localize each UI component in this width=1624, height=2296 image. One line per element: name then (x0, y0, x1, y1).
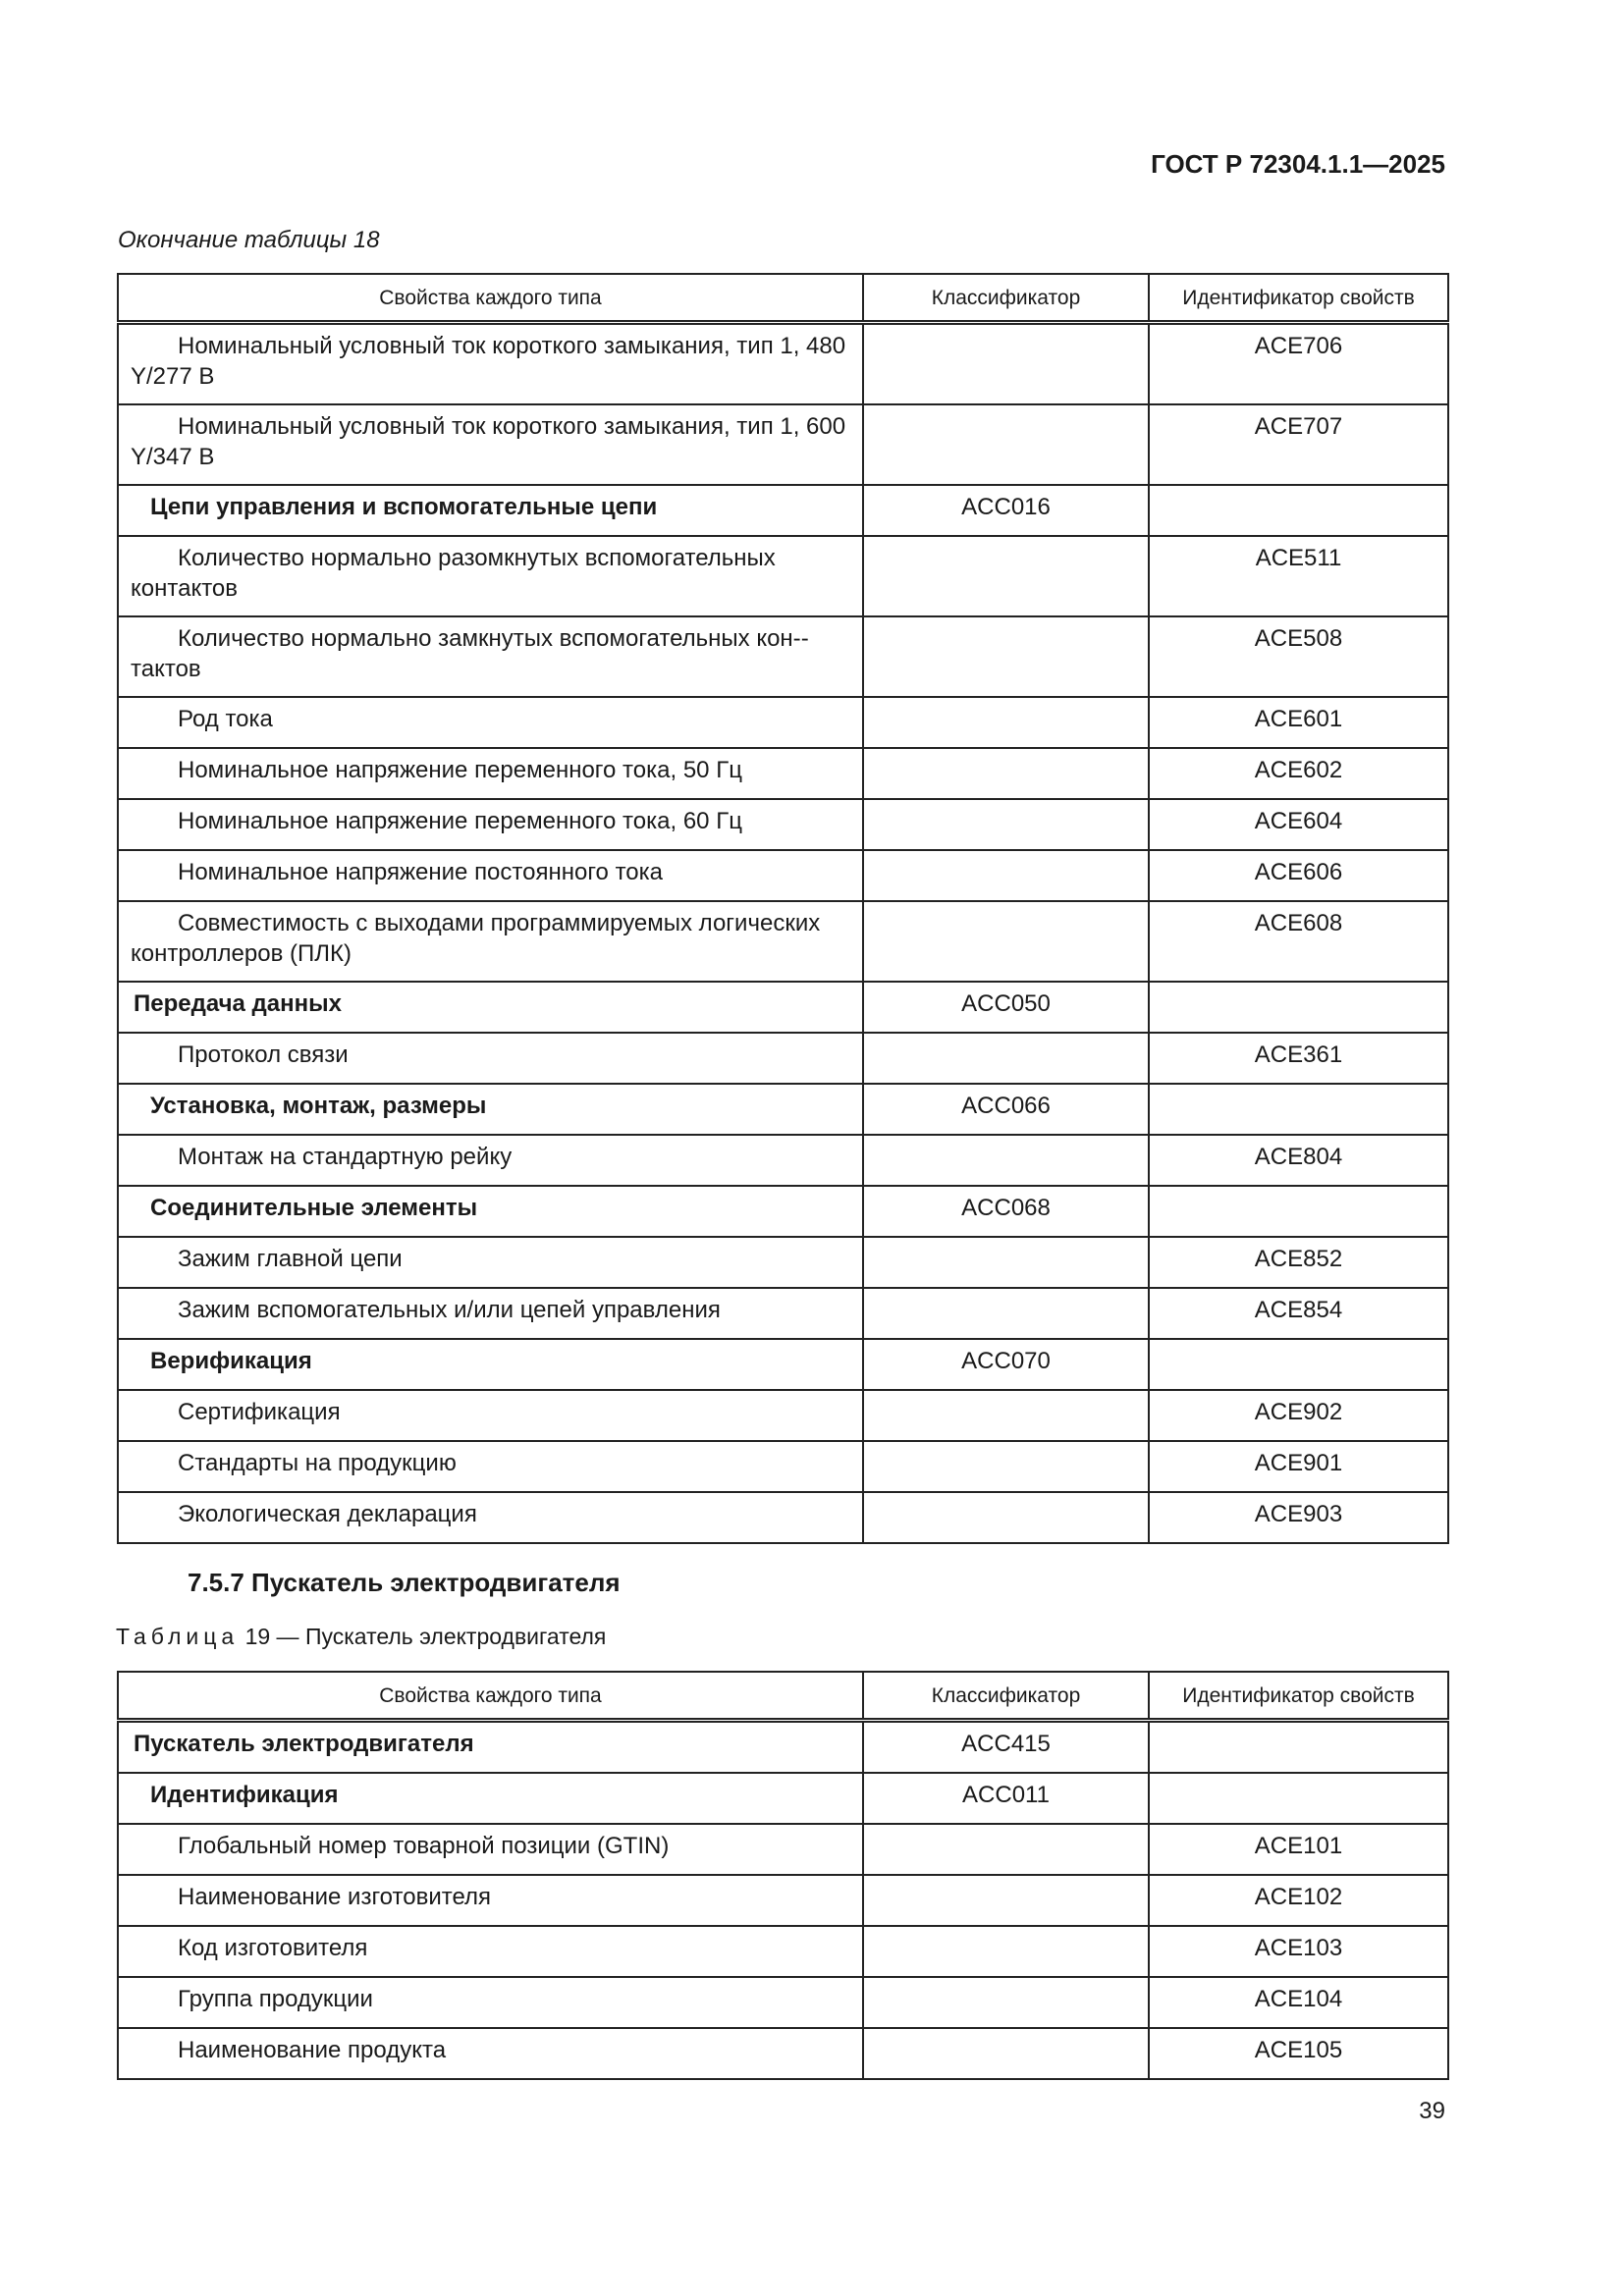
property-name-cell: Сертификация (118, 1390, 863, 1441)
table-row (118, 1237, 1448, 1288)
property-name-cell: Род тока (118, 697, 863, 748)
property-name-cell: Соединительные элементы (118, 1186, 863, 1237)
property-name-cell: Верификация (118, 1339, 863, 1390)
classifier-cell: ACC070 (863, 1339, 1149, 1390)
property-id-cell (1149, 1186, 1448, 1237)
column-header-properties: Свойства каждого типа (118, 1672, 863, 1721)
property-id-cell: ACE508 (1149, 616, 1448, 697)
table-row (118, 323, 1448, 405)
property-id-cell: ACE604 (1149, 799, 1448, 850)
property-name-cell: Пускатель электродвигателя (118, 1721, 863, 1774)
property-id-cell: ACE854 (1149, 1288, 1448, 1339)
property-id-cell: ACE102 (1149, 1875, 1448, 1926)
classifier-cell (863, 1135, 1149, 1186)
table-row (118, 1492, 1448, 1543)
property-id-cell: ACE852 (1149, 1237, 1448, 1288)
classifier-cell (863, 1288, 1149, 1339)
property-id-cell (1149, 1773, 1448, 1824)
document-id: ГОСТ Р 72304.1.1—2025 (1151, 149, 1445, 179)
property-id-cell: ACE511 (1149, 536, 1448, 616)
column-header-classifier: Классификатор (863, 274, 1149, 323)
column-header-properties: Свойства каждого типа (118, 274, 863, 323)
classifier-cell (863, 1926, 1149, 1977)
property-name-cell: Количество нормально разомкнутых вспомогательных контактов (118, 536, 863, 616)
property-name-cell: Установка, монтаж, размеры (118, 1084, 863, 1135)
classifier-cell (863, 1390, 1149, 1441)
classifier-cell (863, 799, 1149, 850)
table-row (118, 1824, 1448, 1875)
table-row (118, 1033, 1448, 1084)
property-name-cell: Цепи управления и вспомогательные цепи (118, 485, 863, 536)
property-id-cell: ACE902 (1149, 1390, 1448, 1441)
table-header-row (118, 274, 1448, 323)
table-row (118, 1084, 1448, 1135)
table-row (118, 1926, 1448, 1977)
property-name-cell: Монтаж на стандартную рейку (118, 1135, 863, 1186)
property-id-cell: ACE706 (1149, 323, 1448, 405)
property-id-cell: ACE903 (1149, 1492, 1448, 1543)
classifier-cell: ACC016 (863, 485, 1149, 536)
table-row (118, 404, 1448, 485)
property-id-cell (1149, 1339, 1448, 1390)
table-19 (117, 1671, 1449, 2080)
page-number: 39 (1419, 2098, 1445, 2124)
classifier-cell: ACC068 (863, 1186, 1149, 1237)
property-name-cell: Номинальное напряжение переменного тока, 60 Гц (118, 799, 863, 850)
property-id-cell (1149, 982, 1448, 1033)
classifier-cell (863, 1492, 1149, 1543)
table-row (118, 1288, 1448, 1339)
property-name-cell: Зажим главной цепи (118, 1237, 863, 1288)
classifier-cell (863, 1237, 1149, 1288)
table-row (118, 1721, 1448, 1774)
property-name-cell: Стандарты на продукцию (118, 1441, 863, 1492)
table-row (118, 1186, 1448, 1237)
table-row (118, 697, 1448, 748)
table-row (118, 982, 1448, 1033)
property-name-cell: Глобальный номер товарной позиции (GTIN) (118, 1824, 863, 1875)
property-name-cell: Наименование продукта (118, 2028, 863, 2079)
table-header-row (118, 1672, 1448, 1721)
column-header-classifier: Классификатор (863, 1672, 1149, 1721)
classifier-cell (863, 1824, 1149, 1875)
table-row (118, 485, 1448, 536)
table-row (118, 1773, 1448, 1824)
property-name-cell: Номинальный условный ток короткого замыкания, тип 1, 480 Y/277 В (118, 323, 863, 405)
property-name-cell: Номинальное напряжение переменного тока, 50 Гц (118, 748, 863, 799)
classifier-cell (863, 536, 1149, 616)
table-row (118, 1441, 1448, 1492)
property-id-cell: ACE606 (1149, 850, 1448, 901)
property-id-cell: ACE361 (1149, 1033, 1448, 1084)
classifier-cell (863, 404, 1149, 485)
table-row (118, 616, 1448, 697)
property-id-cell: ACE104 (1149, 1977, 1448, 2028)
property-id-cell (1149, 1721, 1448, 1774)
table-row (118, 901, 1448, 982)
property-name-cell: Зажим вспомогательных и/или цепей управления (118, 1288, 863, 1339)
classifier-cell (863, 1875, 1149, 1926)
property-id-cell: ACE901 (1149, 1441, 1448, 1492)
property-id-cell: ACE608 (1149, 901, 1448, 982)
table-row (118, 1390, 1448, 1441)
property-name-cell: Совместимость с выходами программируемых логических контроллеров (ПЛК) (118, 901, 863, 982)
table-19-caption (116, 1624, 606, 1650)
property-name-cell: Номинальное напряжение постоянного тока (118, 850, 863, 901)
classifier-cell: ACC415 (863, 1721, 1149, 1774)
table-row (118, 850, 1448, 901)
table-row (118, 799, 1448, 850)
column-header-property-id: Идентификатор свойств (1149, 274, 1448, 323)
property-name-cell: Номинальный условный ток короткого замыкания, тип 1, 600 Y/347 В (118, 404, 863, 485)
property-id-cell (1149, 485, 1448, 536)
classifier-cell (863, 850, 1149, 901)
table-row (118, 1875, 1448, 1926)
table-row (118, 536, 1448, 616)
property-name-cell: Передача данных (118, 982, 863, 1033)
classifier-cell (863, 616, 1149, 697)
property-id-cell: ACE105 (1149, 2028, 1448, 2079)
property-id-cell: ACE602 (1149, 748, 1448, 799)
property-id-cell: ACE804 (1149, 1135, 1448, 1186)
property-id-cell: ACE707 (1149, 404, 1448, 485)
property-name-cell: Наименование изготовителя (118, 1875, 863, 1926)
table-row (118, 1977, 1448, 2028)
property-id-cell (1149, 1084, 1448, 1135)
table-row (118, 1339, 1448, 1390)
column-header-property-id: Идентификатор свойств (1149, 1672, 1448, 1721)
property-name-cell: Код изготовителя (118, 1926, 863, 1977)
classifier-cell (863, 2028, 1149, 2079)
section-heading: 7.5.7 Пускатель электродвигателя (188, 1568, 621, 1597)
classifier-cell (863, 323, 1149, 405)
table-row (118, 1135, 1448, 1186)
property-name-cell: Количество нормально замкнутых вспомогательных кон-тактов (118, 616, 863, 697)
property-id-cell: ACE101 (1149, 1824, 1448, 1875)
classifier-cell (863, 1977, 1149, 2028)
property-name-cell: Протокол связи (118, 1033, 863, 1084)
property-name-cell: Идентификация (118, 1773, 863, 1824)
classifier-cell: ACC050 (863, 982, 1149, 1033)
table-18 (117, 273, 1449, 1544)
classifier-cell: ACC066 (863, 1084, 1149, 1135)
table-18-body (118, 323, 1448, 1544)
table-18-continuation-caption: Окончание таблицы 18 (118, 227, 380, 253)
classifier-cell (863, 901, 1149, 982)
table-19-body (118, 1721, 1448, 2080)
property-id-cell: ACE601 (1149, 697, 1448, 748)
property-name-cell: Экологическая декларация (118, 1492, 863, 1543)
classifier-cell: ACC011 (863, 1773, 1149, 1824)
table-row (118, 748, 1448, 799)
property-id-cell: ACE103 (1149, 1926, 1448, 1977)
table-row (118, 2028, 1448, 2079)
property-name-cell: Группа продукции (118, 1977, 863, 2028)
table-19-caption-label: Таблица (116, 1624, 240, 1649)
classifier-cell (863, 1441, 1149, 1492)
classifier-cell (863, 748, 1149, 799)
classifier-cell (863, 1033, 1149, 1084)
classifier-cell (863, 697, 1149, 748)
table-19-caption-title: 19 — Пускатель электродвигателя (244, 1624, 607, 1649)
